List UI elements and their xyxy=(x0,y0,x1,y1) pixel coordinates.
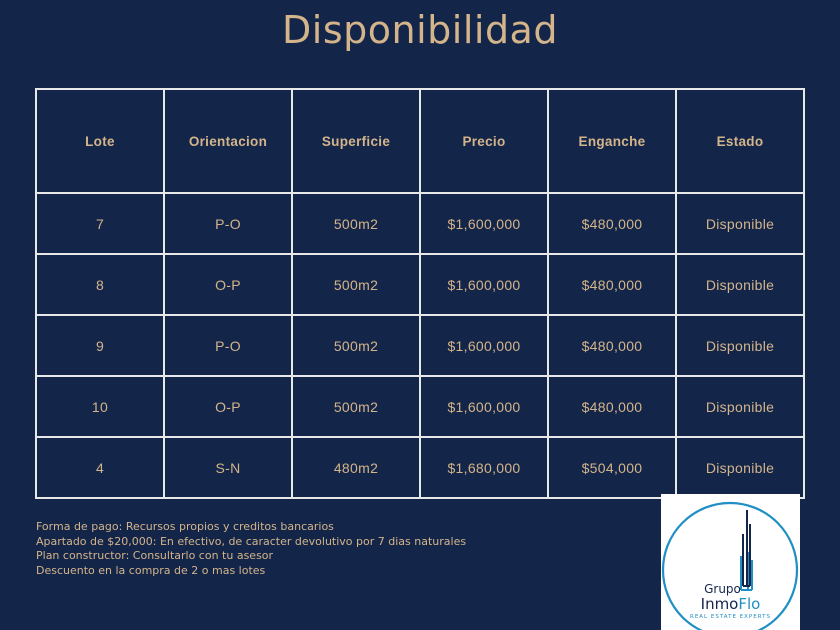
cell-estado: Disponible xyxy=(676,315,804,376)
cell-estado: Disponible xyxy=(676,437,804,498)
cell-enganche: $480,000 xyxy=(548,315,676,376)
cell-enganche: $504,000 xyxy=(548,437,676,498)
cell-superficie: 500m2 xyxy=(292,376,420,437)
cell-superficie: 500m2 xyxy=(292,254,420,315)
header-enganche: Enganche xyxy=(548,89,676,193)
table-row xyxy=(36,376,804,437)
cell-lote: 8 xyxy=(36,254,164,315)
logo-grupo-text: Grupo xyxy=(704,582,741,596)
cell-estado: Disponible xyxy=(676,376,804,437)
cell-lote: 9 xyxy=(36,315,164,376)
table-row xyxy=(36,315,804,376)
cell-estado: Disponible xyxy=(676,254,804,315)
table-row xyxy=(36,254,804,315)
cell-superficie: 480m2 xyxy=(292,437,420,498)
table-row xyxy=(36,193,804,254)
cell-orientacion: S-N xyxy=(164,437,292,498)
cell-orientacion: P-O xyxy=(164,315,292,376)
cell-superficie: 500m2 xyxy=(292,193,420,254)
logo-tagline: REAL ESTATE EXPERTS xyxy=(690,614,771,620)
table-header-row xyxy=(36,89,804,193)
note-forma-de-pago: Forma de pago: Recursos propios y creditos bancarios xyxy=(36,520,334,533)
company-logo xyxy=(661,494,800,630)
note-plan-constructor: Plan constructor: Consultarlo con tu asesor xyxy=(36,549,274,562)
cell-orientacion: P-O xyxy=(164,193,292,254)
note-descuento: Descuento en la compra de 2 o mas lotes xyxy=(36,563,266,577)
cell-lote: 10 xyxy=(36,376,164,437)
cell-estado: Disponible xyxy=(676,193,804,254)
cell-lote: 4 xyxy=(36,437,164,498)
cell-precio: $1,680,000 xyxy=(420,437,548,498)
header-orientacion: Orientacion xyxy=(164,89,292,193)
cell-orientacion: O-P xyxy=(164,376,292,437)
cell-enganche: $480,000 xyxy=(548,254,676,315)
cell-enganche: $480,000 xyxy=(548,193,676,254)
header-lote: Lote xyxy=(36,89,164,193)
cell-precio: $1,600,000 xyxy=(420,315,548,376)
cell-lote: 7 xyxy=(36,193,164,254)
cell-precio: $1,600,000 xyxy=(420,376,548,437)
logo-inmo-text: Inmo xyxy=(700,595,739,613)
availability-table xyxy=(35,88,805,499)
cell-orientacion: O-P xyxy=(164,254,292,315)
cell-enganche: $480,000 xyxy=(548,376,676,437)
logo-brand-text xyxy=(661,595,800,613)
cell-superficie: 500m2 xyxy=(292,315,420,376)
logo-flo-text: Flo xyxy=(738,595,761,613)
table-row xyxy=(36,437,804,498)
note-apartado: Apartado de $20,000: En efectivo, de caracter devolutivo por 7 dias naturales xyxy=(36,534,467,548)
header-superficie: Superficie xyxy=(292,89,420,193)
cell-precio: $1,600,000 xyxy=(420,193,548,254)
header-precio: Precio xyxy=(420,89,548,193)
payment-notes xyxy=(36,520,466,578)
header-estado: Estado xyxy=(676,89,804,193)
cell-precio: $1,600,000 xyxy=(420,254,548,315)
page-title: Disponibilidad xyxy=(282,8,558,52)
